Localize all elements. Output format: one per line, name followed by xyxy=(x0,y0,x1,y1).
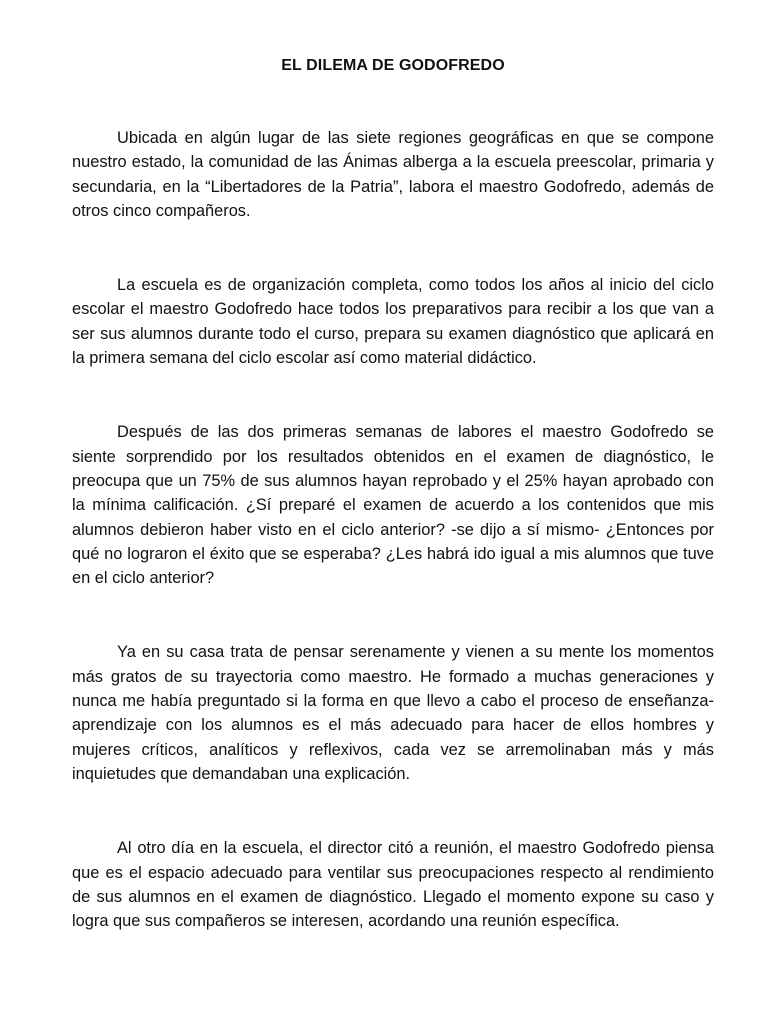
paragraph-3: Después de las dos primeras semanas de labores el maestro Godofredo se siente sorprendido por los resultados obtenidos en el examen de diagnóstico, le preocupa que un 75% de sus alumnos hayan reprobado y el 25% hayan aprobado con la mínima calificación. ¿Sí preparé el examen de acuerdo a los contenidos que mis alumnos debieron haber visto en el ciclo anterior? -se dijo a sí mismo- ¿Entonces por qué no lograron el éxito que se esperaba? ¿Les habrá ido igual a mis alumnos que tuve en el ciclo anterior? xyxy=(72,423,714,588)
paragraph-2: La escuela es de organización completa, como todos los años al inicio del ciclo escolar el maestro Godofredo hace todos los preparativos para recibir a los que van a ser sus alumnos durante todo el curso, prepara su examen diagnóstico que aplicará en la primera semana del ciclo escolar así como material didáctico. xyxy=(72,276,714,368)
document-title: EL DILEMA DE GODOFREDO xyxy=(281,57,505,74)
paragraph-1: Ubicada en algún lugar de las siete regiones geográficas en que se compone nuestro estado, la comunidad de las Ánimas alberga a la escuela preescolar, primaria y secundaria, en la “Libertadores de la Patria”, labora el maestro Godofredo, además de otros cinco compañeros. xyxy=(72,129,714,220)
document-body xyxy=(72,126,714,983)
paragraph-4: Ya en su casa trata de pensar serenamente y vienen a su mente los momentos más gratos de su trayectoria como maestro. He formado a muchas generaciones y nunca me había preguntado si la forma en que llevo a cabo el proceso de enseñanza-aprendizaje con los alumnos es el más adecuado para hacer de ellos hombres y mujeres críticos, analíticos y reflexivos, cada vez se arremolinaban más y más inquietudes que demandaban una explicación. xyxy=(72,643,714,783)
paragraph-5: Al otro día en la escuela, el director citó a reunión, el maestro Godofredo piensa que es el espacio adecuado para ventilar sus preocupaciones respecto al rendimiento de sus alumnos en el examen de diagnóstico. Llegado el momento expone su caso y logra que sus compañeros se interesen, acordando una reunión específica. xyxy=(72,839,714,931)
